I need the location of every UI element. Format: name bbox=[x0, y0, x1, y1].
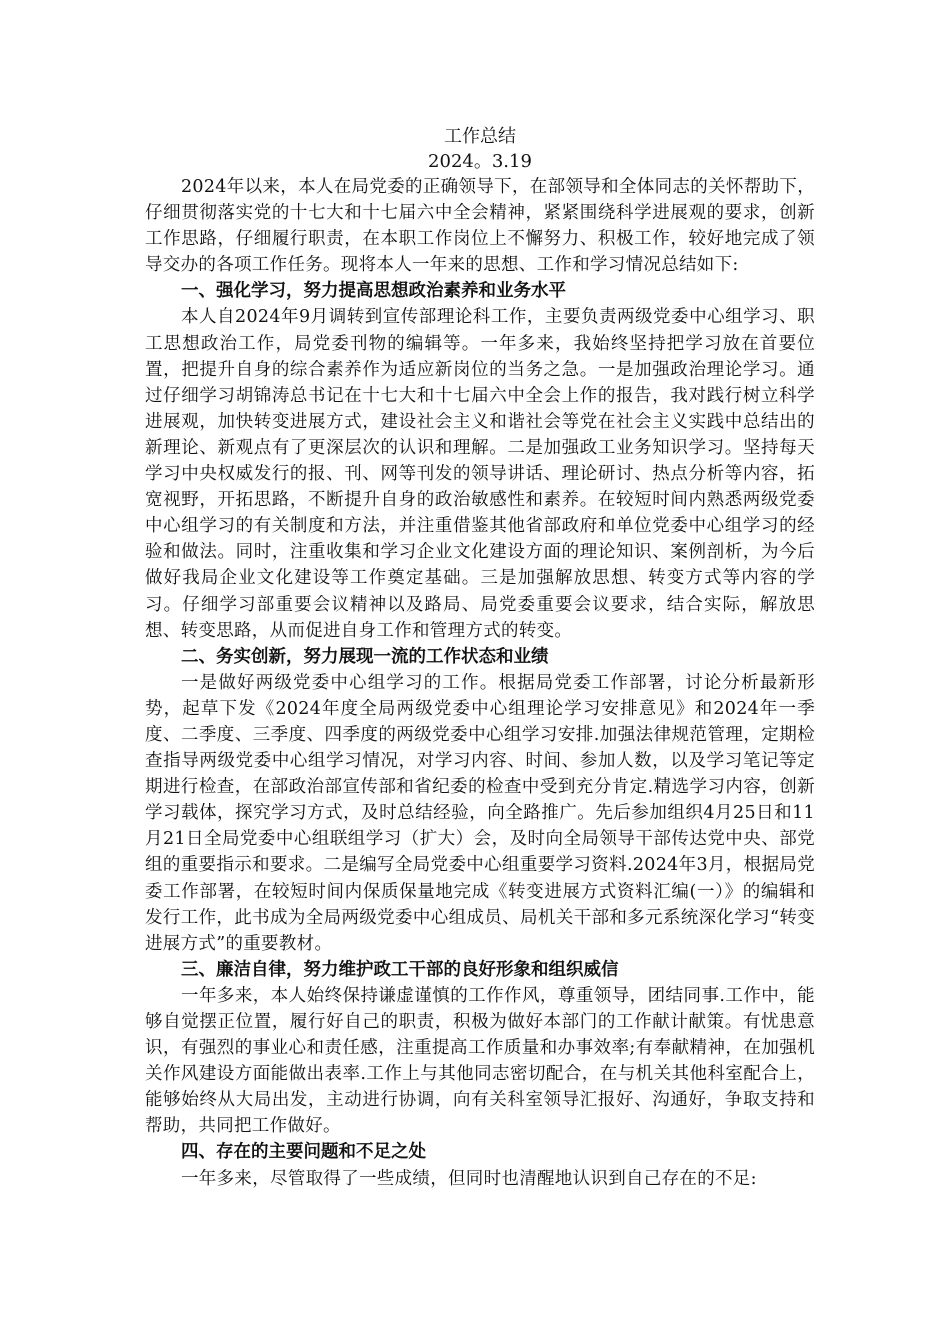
intro-paragraph: 2024年以来，本人在局党委的正确领导下，在部领导和全体同志的关怀帮助下，仔细贯彻落实党的十七大和十七届六中全会精神，紧紧围绕科学进展观的要求，创新工作思路，仔细履行职责，在本职工作岗位上不懈努力、积极工作，较好地完成了领导交办的各项工作任务。现将本人一年来的思想、工作和学习情况总结如下: bbox=[145, 177, 815, 276]
section-3-paragraph: 一年多来，本人始终保持谦虚谨慎的工作作风，尊重领导，团结同事.工作中，能够自觉摆正位置，履行好自己的职责，积极为做好本部门的工作献计献策。有忧患意识，有强烈的事业心和责任感，注重提高工作质量和办事效率;有奉献精神，在加强机关作风建设方面能做出表率.工作上与其他同志密切配合，在与机关其他科室配合上，能够始终从大局出发，主动进行协调，向有关科室领导汇报好、沟通好，争取支持和帮助，共同把工作做好。 bbox=[145, 985, 815, 1137]
section-2-paragraph: 一是做好两级党委中心组学习的工作。根据局党委工作部署，讨论分析最新形势，起草下发《2024年度全局两级党委中心组理论学习安排意见》和2024年一季度、二季度、三季度、四季度的两级党委中心组学习安排.加强法律规范管理，定期检查指导两级党委中心组学习情况，对学习内容、时间、参加人数，以及学习笔记等定期进行检查，在部政治部宣传部和省纪委的检查中受到充分肯定.精选学习内容，创新学习载体，探究学习方式，及时总结经验，向全路推广。先后参加组织4月25日和11月21日全局党委中心组联组学习（扩大）会，及时向全局领导干部传达党中央、部党组的重要指示和要求。二是编写全局党委中心组重要学习资料.2024年3月，根据局党委工作部署，在较短时间内保质保量地完成《转变进展方式资料汇编(一）》的编辑和发行工作，此书成为全局两级党委中心组成员、局机关干部和多元系统深化学习“转变进展方式”的重要教材。 bbox=[145, 672, 815, 954]
section-3-heading: 三、廉洁自律，努力维护政工干部的良好形象和组织威信 bbox=[181, 959, 619, 980]
section-2-heading: 二、务实创新，努力展现一流的工作状态和业绩 bbox=[181, 646, 549, 667]
section-1-paragraph: 本人自2024年9月调转到宣传部理论科工作，主要负责两级党委中心组学习、职工思想政治工作，局党委刊物的编辑等。一年多来，我始终坚持把学习放在首要位置，把提升自身的综合素养作为适应新岗位的当务之急。一是加强政治理论学习。通过仔细学习胡锦涛总书记在十七大和十七届六中全会上作的报告，我对践行树立科学进展观，加快转变进展方式，建设社会主义和谐社会等党在社会主义实践中总结出的新理论、新观点有了更深层次的认识和理解。二是加强政工业务知识学习。坚持每天学习中央权威发行的报、刊、网等刊发的领导讲话、理论研讨、热点分析等内容，拓宽视野，开拓思路，不断提升自身的政治敏感性和素养。在较短时间内熟悉两级党委中心组学习的有关制度和方法，并注重借鉴其他省部政府和单位党委中心组学习的经验和做法。同时，注重收集和学习企业文化建设方面的理论知识、案例剖析，为今后做好我局企业文化建设等工作奠定基础。三是加强解放思想、转变方式等内容的学习。仔细学习部重要会议精神以及路局、局党委重要会议要求，结合实际，解放思想、转变思路，从而促进自身工作和管理方式的转变。 bbox=[145, 307, 815, 641]
document-title: 工作总结 bbox=[444, 126, 516, 147]
document-page bbox=[145, 124, 815, 1192]
section-4-paragraph: 一年多来，尽管取得了一些成绩，但同时也清醒地认识到自己存在的不足: bbox=[181, 1168, 757, 1189]
section-4-heading: 四、存在的主要问题和不足之处 bbox=[181, 1142, 426, 1163]
section-1-heading: 一、强化学习，努力提高思想政治素养和业务水平 bbox=[181, 281, 566, 302]
document-date: 2024。3.19 bbox=[428, 151, 532, 172]
